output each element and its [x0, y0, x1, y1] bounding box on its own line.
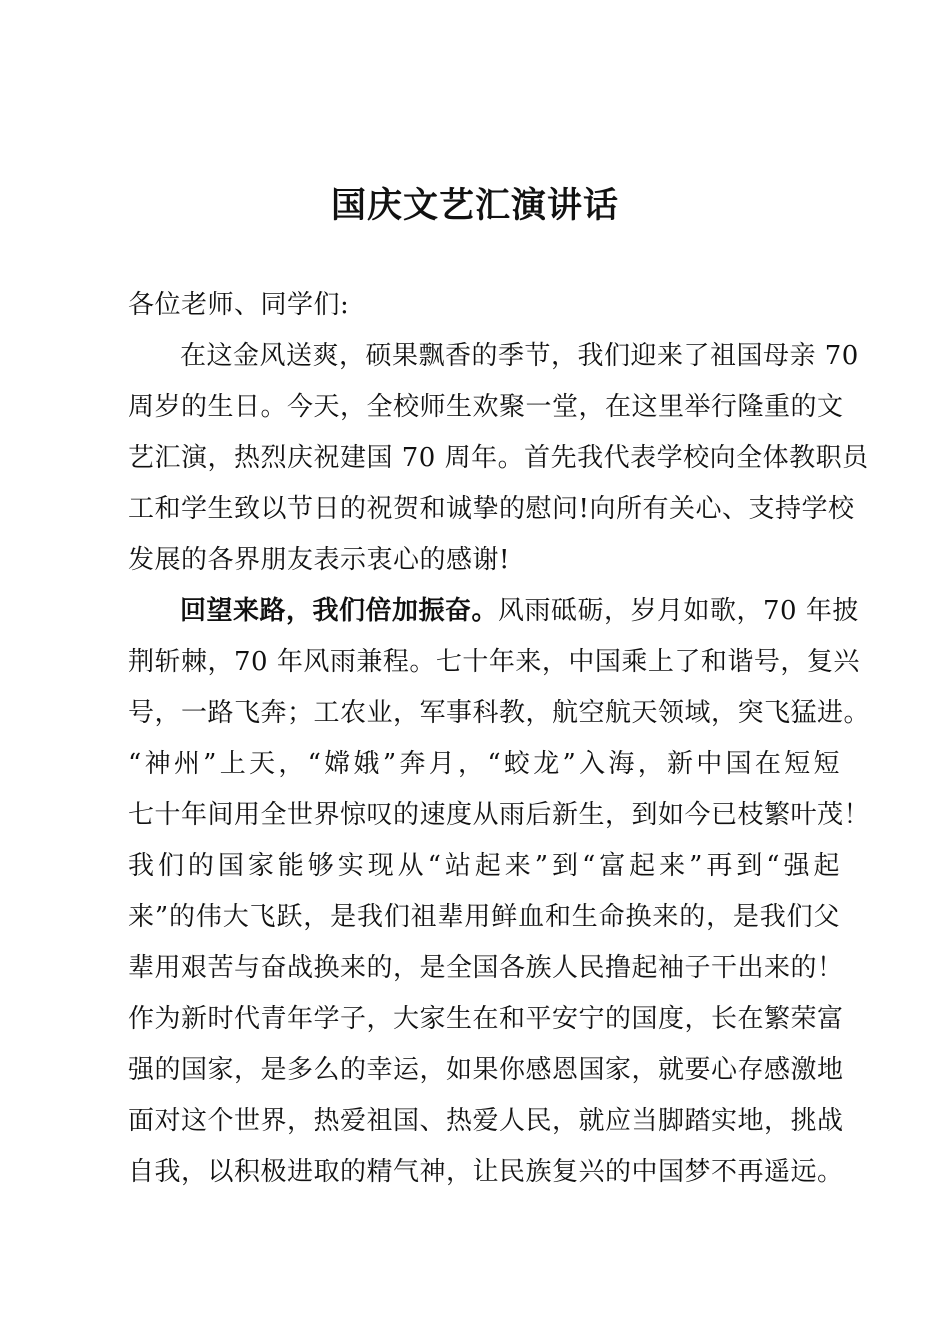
paragraph-2-line-4: “神州”上天，“嫦娥”奔月，“蛟龙”入海，新中国在短短 [128, 749, 840, 779]
paragraph-1-line-4: 工和学生致以节日的祝贺和诚挚的慰问!向所有关心、支持学校 [128, 494, 855, 524]
salutation: 各位老师、同学们: [128, 290, 350, 320]
paragraph-2-line-1 [180, 593, 859, 629]
paragraph-2-line-3: 号，一路飞奔；工农业，军事科教，航空航天领域，突飞猛进。 [128, 698, 871, 728]
paragraph-3-line-2: 强的国家，是多么的幸运，如果你感恩国家，就要心存感激地 [128, 1055, 844, 1085]
paragraph-3-line-3: 面对这个世界，热爱祖国、热爱人民，就应当脚踏实地，挑战 [128, 1106, 844, 1136]
paragraph-2-bold-lead: 回望来路，我们倍加振奋。 [180, 596, 499, 626]
paragraph-1-line-1: 在这金风送爽，硕果飘香的季节，我们迎来了祖国母亲 70 [180, 341, 859, 371]
paragraph-2-line-7: 来”的伟大飞跃，是我们祖辈用鲜血和生命换来的，是我们父 [128, 902, 840, 932]
document-title: 国庆文艺汇演讲话 [330, 185, 619, 226]
paragraph-1-line-2: 周岁的生日。今天，全校师生欢聚一堂，在这里举行隆重的文 [128, 392, 844, 422]
paragraph-2-line-5: 七十年间用全世界惊叹的速度从雨后新生，到如今已枝繁叶茂！ [128, 800, 871, 830]
paragraph-2-line-2: 荆斩棘，70 年风雨兼程。七十年来，中国乘上了和谐号，复兴 [128, 647, 860, 677]
paragraph-1-line-5: 发展的各界朋友表示衷心的感谢! [128, 545, 510, 575]
paragraph-1-line-3: 艺汇演，热烈庆祝建国 70 周年。首先我代表学校向全体教职员 [128, 443, 869, 473]
paragraph-2-line-8: 辈用艰苦与奋战换来的，是全国各族人民撸起袖子干出来的！ [128, 953, 844, 983]
paragraph-2-line-1-rest: 风雨砥砺，岁月如歌，70 年披 [498, 596, 859, 626]
paragraph-3-line-4: 自我，以积极进取的精气神，让民族复兴的中国梦不再遥远。 [128, 1157, 844, 1187]
paragraph-3-line-1: 作为新时代青年学子，大家生在和平安宁的国度，长在繁荣富 [128, 1004, 844, 1034]
paragraph-2-line-6: 我们的国家能够实现从“站起来”到“富起来”再到“强起 [128, 851, 840, 881]
